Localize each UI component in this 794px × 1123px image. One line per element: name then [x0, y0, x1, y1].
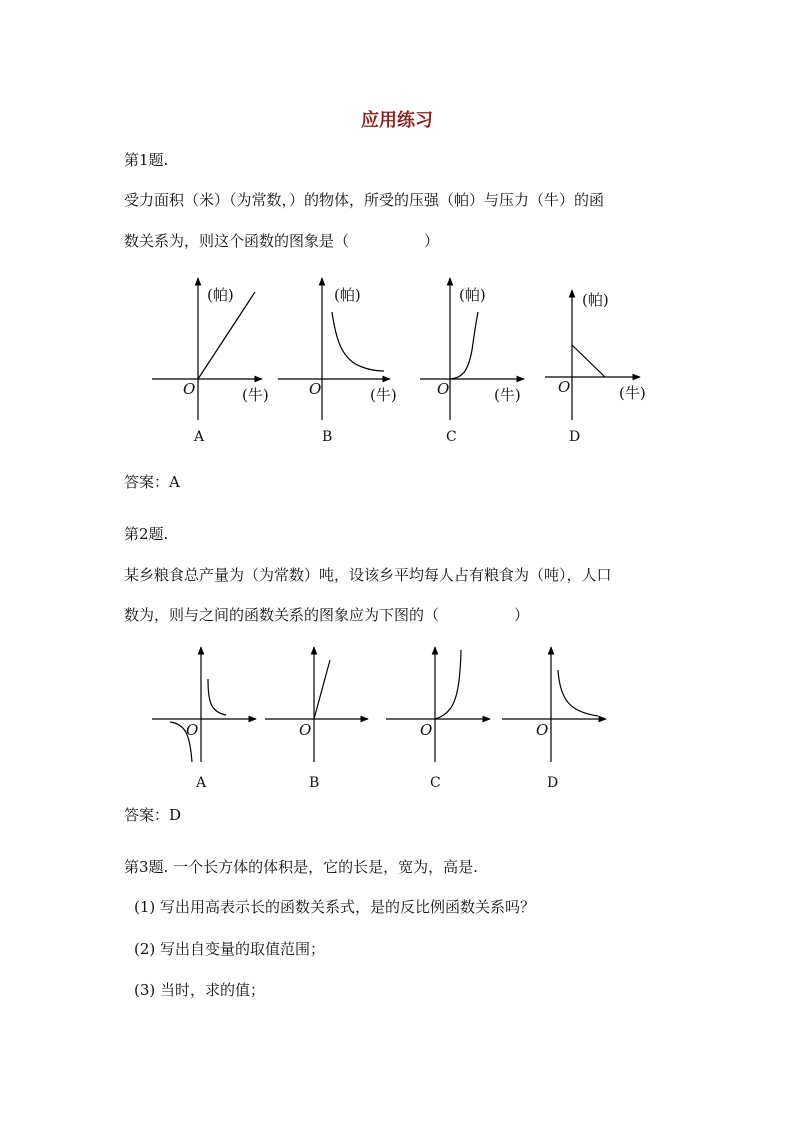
origin-label: O [309, 380, 322, 398]
q3-text-line1: 第3题. 一个长方体的体积是，它的长是，宽为，高是. [124, 858, 478, 876]
y-label: (帕) [334, 286, 361, 304]
q1-graph-c [420, 278, 524, 445]
y-label: (帕) [582, 291, 609, 309]
q2-text-line2: 数为，则与之间的函数关系的图象应为下图的（ ） [124, 606, 530, 624]
q2-graph-c [386, 647, 490, 791]
x-label: (牛) [619, 384, 646, 402]
origin-label: O [536, 721, 549, 739]
q3-sub-question-2: (2) 写出自变量的取值范围； [134, 940, 326, 958]
q2-graph-b [265, 647, 368, 791]
q3-sub-question-1: (1) 写出用高表示长的函数关系式，是的反比例函数关系吗？ [134, 898, 536, 916]
q2-graph-a [152, 647, 256, 791]
option-label-a: A [194, 429, 205, 445]
graph-b-curve [332, 312, 384, 371]
q2-heading: 第2题. [124, 525, 169, 543]
x-label: (牛) [494, 386, 521, 404]
origin-label: O [183, 380, 196, 398]
q1-text-line2: 数关系为，则这个函数的图象是（ ） [124, 232, 440, 250]
origin-label: O [299, 721, 312, 739]
q1-answer: 答案：A [124, 473, 180, 491]
y-label: (帕) [207, 286, 234, 304]
graph-c-curve [435, 650, 461, 719]
y-label: (帕) [459, 286, 486, 304]
option-label-c: C [430, 775, 441, 791]
graph-a-branch-1 [208, 679, 226, 715]
q1-text-line1: 受力面积（米）（为常数，）的物体，所受的压强（帕）与压力（牛）的函 [124, 191, 605, 209]
graph-a-line [198, 292, 255, 379]
option-label-d: D [569, 429, 581, 445]
graph-c-curve [450, 312, 478, 379]
x-label: (牛) [242, 386, 269, 404]
origin-label: O [558, 378, 571, 396]
option-label-a: A [196, 775, 207, 791]
option-label-b: B [309, 775, 320, 791]
origin-label: O [437, 380, 450, 398]
graph-b-line [314, 660, 330, 719]
option-label-c: C [446, 429, 457, 445]
q2-answer: 答案：D [124, 806, 182, 824]
q2-text-line1: 某乡粮食总产量为（为常数）吨，设该乡平均每人占有粮食为（吨），人口 [124, 566, 612, 584]
option-label-b: B [322, 429, 333, 445]
q1-graph-a [152, 278, 269, 445]
graph-d-curve [558, 670, 598, 716]
option-label-d: D [547, 775, 559, 791]
x-label: (牛) [370, 386, 397, 404]
q3-sub-question-3: (3) 当时，求的值； [134, 981, 266, 999]
q2-graph-d [502, 647, 606, 791]
q1-graph-d [545, 290, 646, 445]
origin-label: O [186, 721, 199, 739]
graph-d-line [572, 345, 605, 377]
page-title: 应用练习 [361, 110, 433, 131]
origin-label: O [420, 721, 433, 739]
q1-graph-b [278, 278, 397, 445]
q1-heading: 第1题. [124, 151, 169, 169]
